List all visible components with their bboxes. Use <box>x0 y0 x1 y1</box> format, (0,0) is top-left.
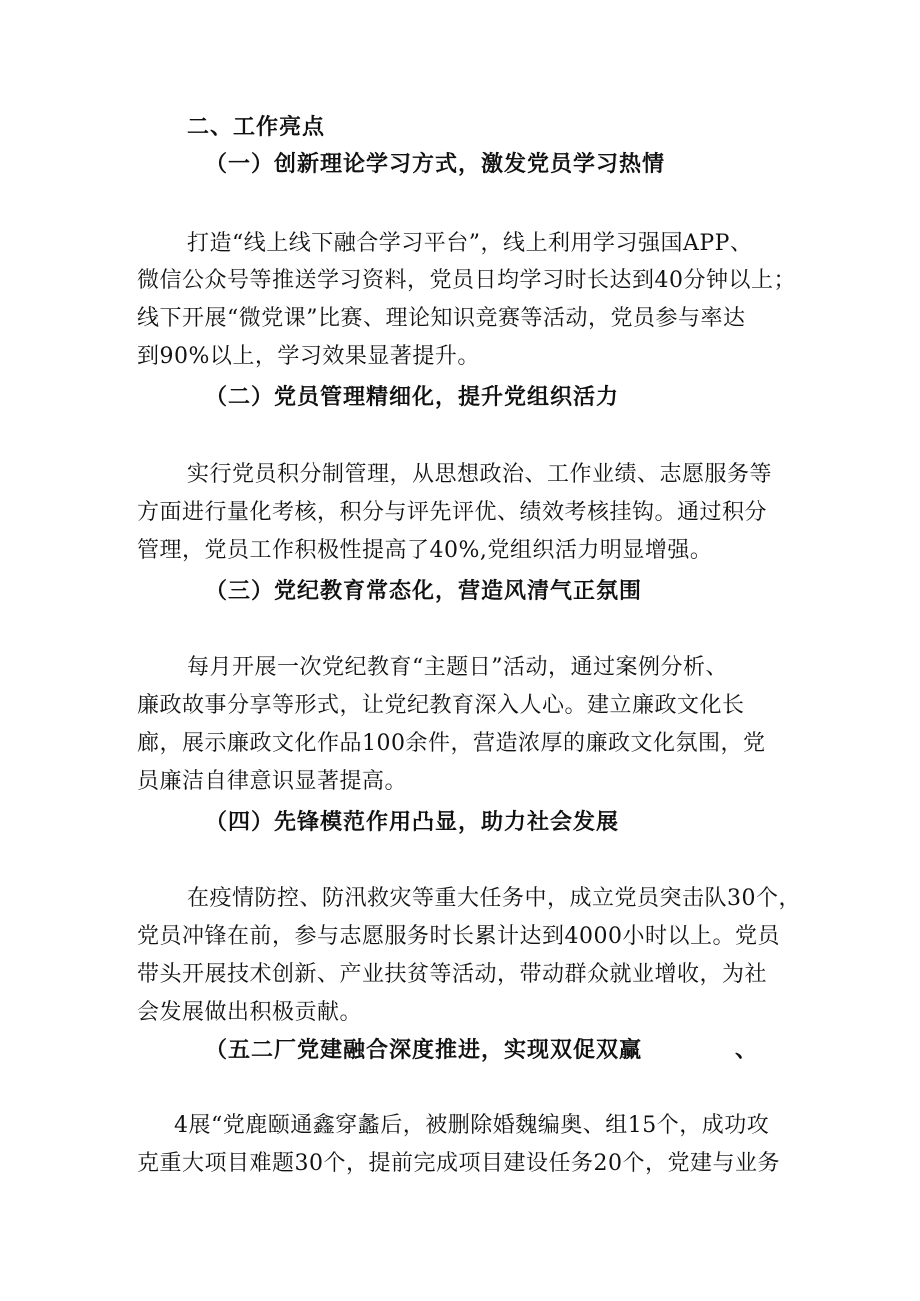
subsection-title-5: （五二厂党建融合深度推进，实现双促双赢 <box>205 1037 643 1063</box>
paragraph-line: 线下开展“微党课”比赛、理论知识竞赛等活动，党员参与率达 <box>137 306 746 331</box>
paragraph-line: 微信公众号等推送学习资料，党员日均学习时长达到40分钟以上； <box>137 268 796 293</box>
paragraph-line: 带头开展技术创新、产业扶贫等活动，带动群众就业增收，为社 <box>137 962 768 987</box>
paragraph-line: 党员冲锋在前，参与志愿服务时长累计达到4000小时以上。党员 <box>137 924 780 949</box>
paragraph-line: 打造“线上线下融合学习平台”，线上利用学习强国APP、 <box>187 231 753 256</box>
paragraph-line: 4展“党鹿颐通鑫穿蠡后，被删除婚魏编奥、组15个，成功攻 <box>174 1113 770 1138</box>
paragraph-line: 每月开展一次党纪教育“主题日”活动，通过案例分析、 <box>187 655 728 680</box>
paragraph-line: 克重大项目难题30个，提前完成项目建设任务20个，党建与业务 <box>137 1151 780 1176</box>
paragraph-line: 实行党员积分制管理，从思想政治、工作业绩、志愿服务等 <box>187 462 773 487</box>
paragraph-line: 方面进行量化考核，积分与评先评优、绩效考核挂钩。通过积分 <box>137 500 768 525</box>
paragraph-line: 廊，展示廉政文化作品100余件，营造浓厚的廉政文化氛围，党 <box>137 731 766 756</box>
paragraph-line: 员廉洁自律意识显著提高。 <box>137 769 408 794</box>
subsection-title-5-tail: 、 <box>735 1037 759 1063</box>
paragraph-line: 管理，党员工作积极性提高了40%,党组织活力明显增强。 <box>137 538 713 563</box>
paragraph-line: 廉政故事分享等形式，让党纪教育深入人心。建立廉政文化长 <box>137 693 745 718</box>
subsection-title-1: （一）创新理论学习方式，激发党员学习热情 <box>205 151 666 177</box>
subsection-title-2: （二）党员管理精细化，提升党组织活力 <box>205 384 620 410</box>
section-heading: 二、工作亮点 <box>187 114 326 140</box>
subsection-title-4: （四）先锋模范作用凸显，助力社会发展 <box>205 809 620 835</box>
subsection-title-3: （三）党纪教育常态化，营造风清气正氛围 <box>205 578 643 604</box>
paragraph-line: 会发展做出积极贡献。 <box>137 1000 363 1025</box>
paragraph-line: 在疫情防控、防汛救灾等重大任务中，成立党员突击队30个， <box>187 886 801 911</box>
paragraph-line: 到90%以上，学习效果显著提升。 <box>137 344 480 369</box>
